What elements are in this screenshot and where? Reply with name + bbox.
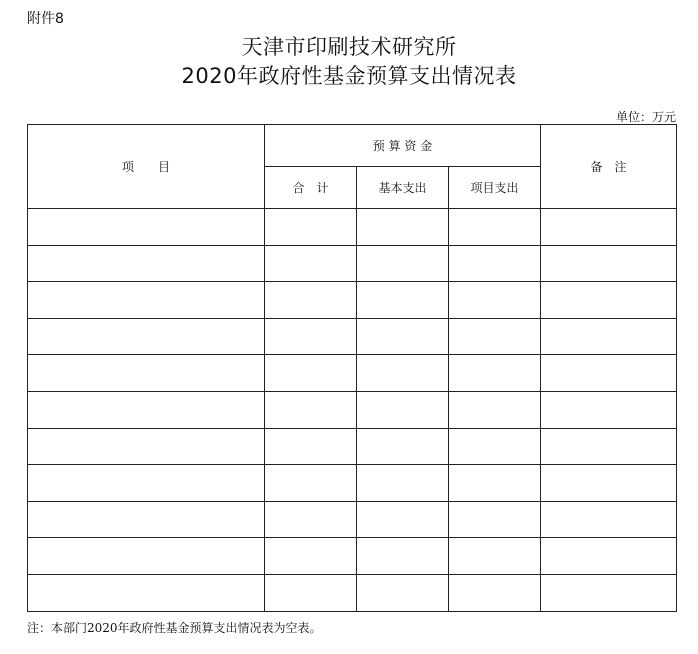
table-cell: [357, 574, 449, 611]
header-item: 项 目: [28, 125, 265, 209]
table-row: [28, 245, 677, 282]
table-cell: [28, 391, 265, 428]
table-row: [28, 428, 677, 465]
header-remark: 备 注: [541, 125, 677, 209]
table-cell: [357, 318, 449, 355]
budget-table: [27, 124, 677, 612]
header-project-expenditure: 项目支出: [449, 167, 541, 209]
footnote: 注：本部门2020年政府性基金预算支出情况表为空表。: [27, 621, 322, 635]
table-cell: [265, 501, 357, 538]
table-cell: [449, 245, 541, 282]
table-row: [28, 501, 677, 538]
table-cell: [449, 538, 541, 575]
table-row: [28, 318, 677, 355]
table-cell: [28, 245, 265, 282]
table-cell: [28, 574, 265, 611]
table-cell: [541, 245, 677, 282]
table-cell: [449, 282, 541, 319]
table-cell: [541, 355, 677, 392]
table-cell: [541, 318, 677, 355]
page-title-report: 2020年政府性基金预算支出情况表: [181, 64, 517, 88]
unit-label: 单位：万元: [615, 110, 676, 124]
table-row: [28, 465, 677, 502]
table-cell: [449, 391, 541, 428]
table-cell: [541, 538, 677, 575]
table-cell: [541, 209, 677, 246]
table-cell: [449, 318, 541, 355]
table-row: [28, 391, 677, 428]
table-cell: [265, 355, 357, 392]
table-cell: [28, 428, 265, 465]
table-cell: [357, 209, 449, 246]
table-cell: [357, 282, 449, 319]
table-cell: [541, 574, 677, 611]
table-cell: [265, 538, 357, 575]
table-cell: [357, 465, 449, 502]
table-cell: [28, 465, 265, 502]
table-cell: [541, 282, 677, 319]
table-cell: [449, 465, 541, 502]
table-cell: [449, 428, 541, 465]
table-cell: [357, 538, 449, 575]
header-total: 合 计: [265, 167, 357, 209]
table-cell: [541, 391, 677, 428]
table-cell: [357, 245, 449, 282]
attachment-label: 附件8: [27, 11, 64, 27]
table-body: [28, 209, 677, 612]
table-cell: [28, 538, 265, 575]
table-cell: [265, 465, 357, 502]
table-row: [28, 355, 677, 392]
table-cell: [28, 209, 265, 246]
table-cell: [357, 391, 449, 428]
table-cell: [541, 501, 677, 538]
table-cell: [449, 574, 541, 611]
header-budget-group: 预 算 资 金: [265, 125, 541, 167]
table-row: [28, 574, 677, 611]
table-cell: [265, 428, 357, 465]
table-cell: [449, 501, 541, 538]
table-row: [28, 282, 677, 319]
table-cell: [357, 428, 449, 465]
table-cell: [28, 318, 265, 355]
page-title-org: 天津市印刷技术研究所: [241, 35, 457, 59]
table-row: [28, 209, 677, 246]
table-cell: [265, 245, 357, 282]
table-cell: [265, 209, 357, 246]
header-basic-expenditure: 基本支出: [357, 167, 449, 209]
table-cell: [265, 391, 357, 428]
table-cell: [541, 465, 677, 502]
table-cell: [28, 501, 265, 538]
table-cell: [449, 355, 541, 392]
table-cell: [28, 282, 265, 319]
table-cell: [28, 355, 265, 392]
table-cell: [541, 428, 677, 465]
table-row: [28, 538, 677, 575]
table-cell: [265, 574, 357, 611]
table-cell: [357, 501, 449, 538]
table-cell: [265, 318, 357, 355]
table-cell: [357, 355, 449, 392]
table-cell: [265, 282, 357, 319]
table-cell: [449, 209, 541, 246]
